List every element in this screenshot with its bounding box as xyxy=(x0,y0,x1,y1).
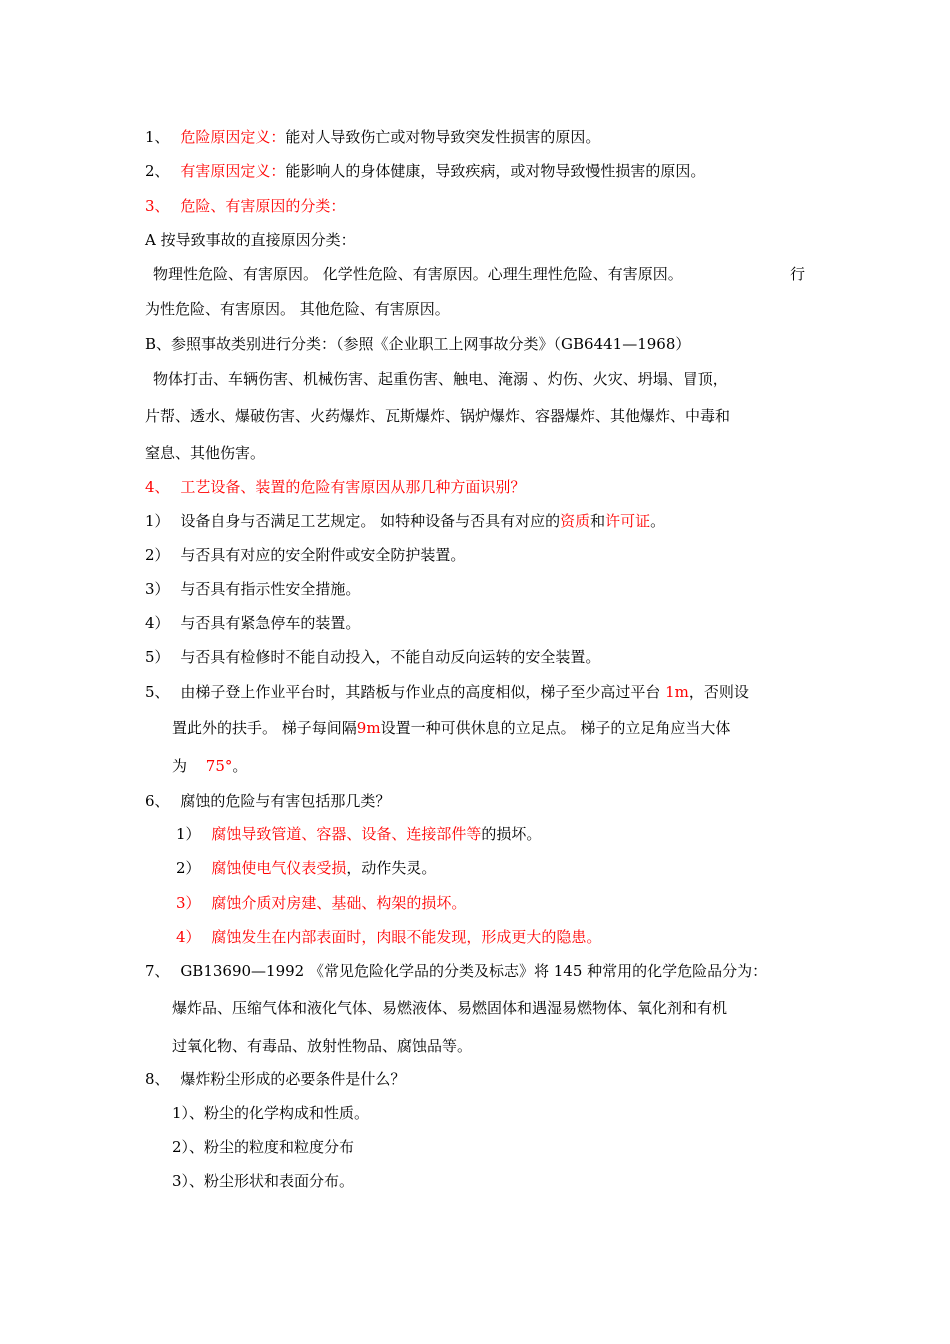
item-number: 7、 xyxy=(145,962,170,980)
rule-text: 设置一种可供休息的立足点。 梯子的立足角应当大体 xyxy=(380,719,731,737)
list-item: 3）、粉尘形状和表面分布。 xyxy=(172,1172,355,1190)
item-number: 1） xyxy=(145,512,170,530)
list-item xyxy=(176,893,466,913)
item-number: 2、 xyxy=(145,162,170,180)
rule-text: 由梯子登上作业平台时，其踏板与作业点的高度相似，梯子至少高过平台 xyxy=(180,683,661,701)
list-item xyxy=(145,613,360,633)
paragraph-line: 爆炸品、压缩气体和液化气体、易燃液体、易燃固体和遇湿易燃物体、氧化剂和有机 xyxy=(172,999,728,1017)
paragraph-line: 为性危险、有害原因。 其他危险、有害原因。 xyxy=(145,300,450,318)
section-heading-dust xyxy=(145,1069,405,1089)
paragraph-line: 物体打击、车辆伤害、机械伤害、起重伤害、触电、淹溺 、灼伤、火灾、坍塌、冒顶， xyxy=(153,370,728,388)
item-number: 5） xyxy=(145,648,170,666)
item-highlight: 腐蚀导致管道、容器、设备、连接部件等 xyxy=(211,825,482,843)
subsection-a-title: A 按导致事故的直接原因分类： xyxy=(145,231,356,249)
item-number: 4） xyxy=(176,928,201,946)
item-text: 的损坏。 xyxy=(481,825,542,843)
list-item xyxy=(145,579,360,599)
subsection-b-title: B、参照事故类别进行分类：（参照《企业职工上网事故分类》（GB6441—1968） xyxy=(145,335,691,353)
item-number: 3） xyxy=(145,580,170,598)
item-number: 1、 xyxy=(145,128,170,146)
item-text: ，动作失灵。 xyxy=(346,859,437,877)
section-heading-equipment xyxy=(145,477,525,497)
item-number: 4、 xyxy=(145,478,170,496)
item-number: 3） xyxy=(176,894,201,912)
section-heading-classification xyxy=(145,196,345,216)
list-item xyxy=(145,545,465,565)
paragraph-line-end: 行 xyxy=(790,265,806,283)
item-number: 4） xyxy=(145,614,170,632)
item-number: 2） xyxy=(176,859,201,877)
heading-text: 危险、有害原因的分类： xyxy=(180,197,346,215)
rule-text: ，否则设 xyxy=(688,683,749,701)
paragraph-line: 物理性危险、有害原因。 化学性危险、有害原因。心理生理性危险、有害原因。 xyxy=(153,265,683,283)
highlight-qualification: 资质 xyxy=(560,512,591,530)
highlight-value: 9m xyxy=(356,719,381,737)
list-item xyxy=(176,824,541,844)
paragraph-line: 过氧化物、有毒品、放射性物品、腐蚀品等。 xyxy=(172,1037,473,1055)
standard-classification xyxy=(145,961,767,981)
paragraph-line: 窒息、其他伤害。 xyxy=(145,444,266,462)
rule-text: 。 xyxy=(232,757,248,775)
item-number: 5、 xyxy=(145,683,170,701)
rule-text: 为 xyxy=(172,757,188,775)
item-text: 与否具有紧急停车的装置。 xyxy=(180,614,361,632)
list-item xyxy=(145,511,665,531)
paragraph-line: 片帮、透水、爆破伤害、火药爆炸、瓦斯爆炸、锅炉爆炸、容器爆炸、其他爆炸、中毒和 xyxy=(145,407,731,425)
list-item: 1）、粉尘的化学构成和性质。 xyxy=(172,1104,370,1122)
item-number: 2） xyxy=(145,546,170,564)
list-item: 2）、粉尘的粒度和粒度分布 xyxy=(172,1138,355,1156)
ladder-rule-cont xyxy=(172,756,247,776)
highlight-value: 75° xyxy=(205,757,233,775)
heading-text: 爆炸粉尘形成的必要条件是什么？ xyxy=(180,1070,406,1088)
heading-text: 腐蚀的危险与有害包括那几类？ xyxy=(180,792,391,810)
list-item xyxy=(145,647,600,667)
item-highlight: 腐蚀使电气仪表受损 xyxy=(211,859,347,877)
item-text: 。 xyxy=(650,512,666,530)
list-item xyxy=(176,927,601,947)
item-number: 8、 xyxy=(145,1070,170,1088)
definition-text: 能影响人的身体健康，导致疾病，或对物导致慢性损害的原因。 xyxy=(285,162,706,180)
section-heading-corrosion xyxy=(145,791,390,811)
item-number: 6、 xyxy=(145,792,170,810)
definition-harm xyxy=(145,161,705,181)
item-text: 与否具有对应的安全附件或安全防护装置。 xyxy=(180,546,466,564)
item-highlight: 腐蚀介质对房建、基础、构架的损坏。 xyxy=(211,894,467,912)
definition-danger xyxy=(145,127,600,147)
ladder-rule-cont xyxy=(172,718,730,738)
item-text: 和 xyxy=(590,512,606,530)
paragraph-text: GB13690—1992 《常见危险化学品的分类及标志》将 145 种常用的化学危险品分为： xyxy=(180,962,768,980)
item-number: 3、 xyxy=(145,197,170,215)
item-text: 与否具有检修时不能自动投入，不能自动反向运转的安全装置。 xyxy=(180,648,601,666)
ladder-rule xyxy=(145,682,749,702)
heading-text: 工艺设备、装置的危险有害原因从那几种方面识别？ xyxy=(180,478,526,496)
term-label: 危险原因定义： xyxy=(180,128,286,146)
list-item xyxy=(176,858,436,878)
highlight-value: 1m xyxy=(665,683,689,701)
item-highlight: 腐蚀发生在内部表面时，肉眼不能发现，形成更大的隐患。 xyxy=(211,928,602,946)
definition-text: 能对人导致伤亡或对物导致突发性损害的原因。 xyxy=(285,128,601,146)
highlight-license: 许可证 xyxy=(605,512,651,530)
rule-text: 置此外的扶手。 梯子每间隔 xyxy=(172,719,357,737)
item-number: 1） xyxy=(176,825,201,843)
item-text: 与否具有指示性安全措施。 xyxy=(180,580,361,598)
term-label: 有害原因定义： xyxy=(180,162,286,180)
item-text: 设备自身与否满足工艺规定。 如特种设备与否具有对应的 xyxy=(180,512,561,530)
